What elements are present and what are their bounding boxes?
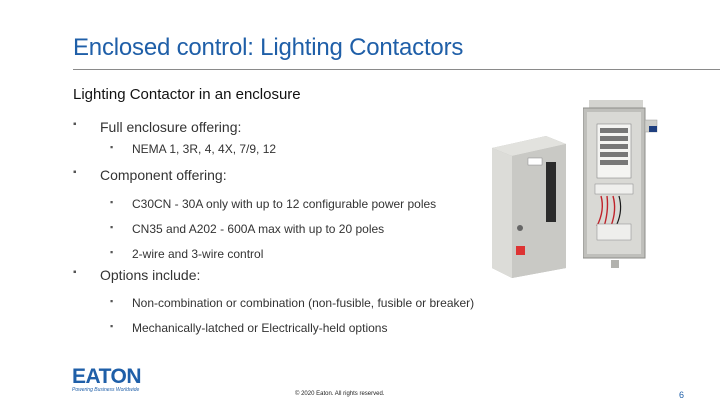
eaton-logo-icon [72, 365, 168, 385]
title-divider [73, 69, 720, 70]
bullet-dot-icon: ▪ [110, 222, 114, 232]
svg-text:EATON: EATON [72, 365, 142, 385]
slide-title: Enclosed control: Lighting Contactors [73, 34, 464, 61]
open-enclosure-image [583, 100, 661, 270]
bullet-dot-icon: ▪ [110, 296, 114, 306]
bullet-dot-icon: ▪ [110, 321, 114, 331]
bullet-dot-icon: ▪ [110, 247, 114, 257]
bullet-dot-icon: ▪ [73, 167, 77, 178]
bullet-dot-icon: ▪ [110, 142, 114, 152]
bullet-dot-icon: ▪ [73, 267, 77, 278]
brand-tagline: Powering Business Worldwide [72, 387, 140, 393]
bullet-dot-icon: ▪ [110, 197, 114, 207]
page-number: 6 [679, 390, 685, 400]
slide-subtitle: Lighting Contactor in an enclosure [73, 86, 301, 103]
copyright-text: © 2020 Eaton. All rights reserved. [295, 391, 385, 397]
bullet-dot-icon: ▪ [73, 119, 77, 130]
closed-enclosure-image [486, 128, 570, 280]
